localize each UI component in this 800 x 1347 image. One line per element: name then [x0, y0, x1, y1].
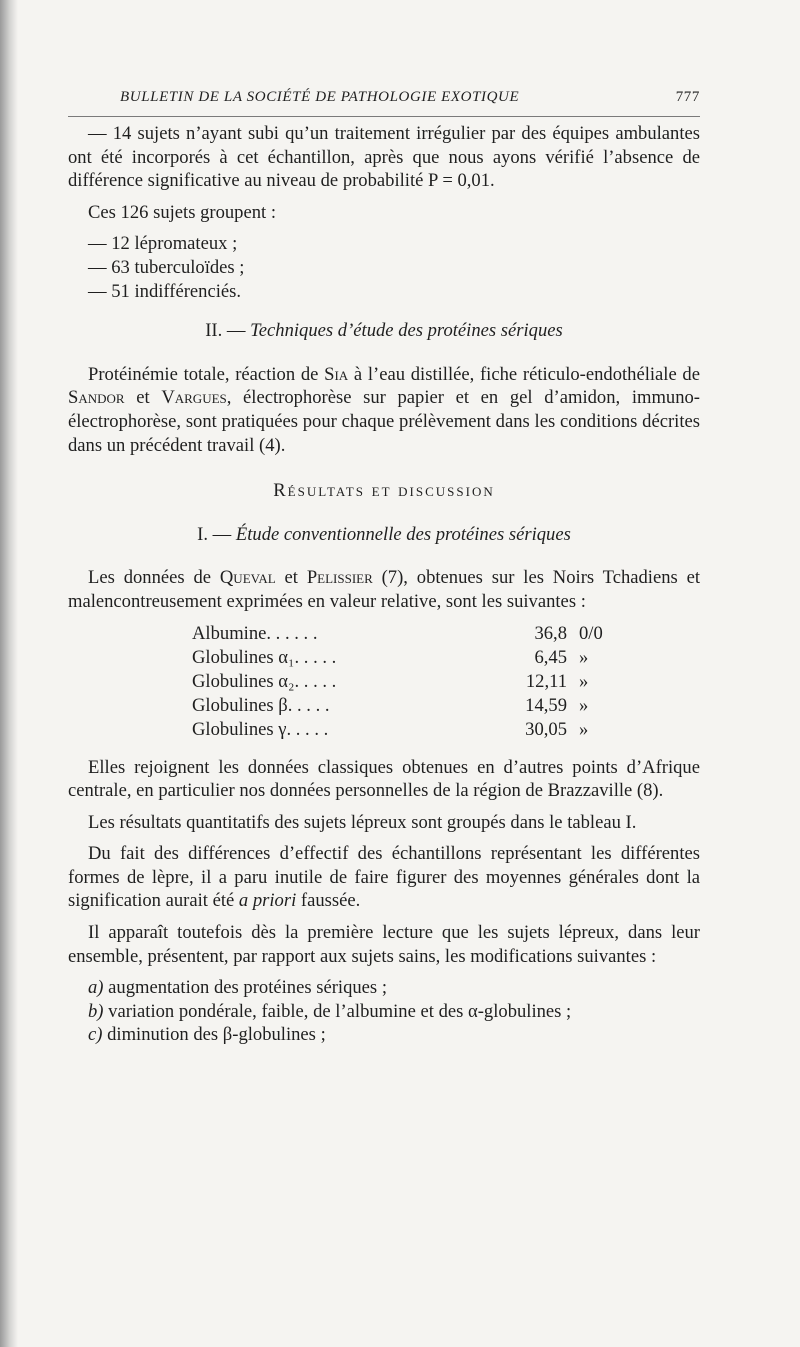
section-title: Étude conventionnelle des protéines sériques [235, 523, 571, 545]
paragraph-groups-intro: Ces 126 sujets groupent : [88, 201, 276, 223]
section-heading-conventional [68, 523, 700, 547]
row-label: Albumine. . . . . . [192, 622, 318, 644]
table-row [192, 646, 639, 670]
emphasis: a priori [238, 890, 297, 912]
paragraph-effectif [68, 842, 700, 913]
running-header [120, 85, 700, 111]
protein-values-table [192, 622, 639, 742]
row-unit: » [579, 718, 589, 740]
section-title: Techniques d’étude des protéines sériques [250, 320, 563, 342]
list-item [68, 1023, 700, 1047]
paragraph-modifications-intro: Il apparaît toutefois dès la première lecture que les sujets lépreux, dans leur ensemble, présentent, par rapport aux sujets sains, les modifications suivantes : [68, 922, 700, 967]
list-text: variation pondérale, faible, de l’albumine et des α-globulines ; [103, 1000, 572, 1022]
row-unit: » [579, 646, 589, 668]
table-row [192, 670, 639, 694]
group-list [68, 232, 700, 303]
text-run: à l’eau distillée, fiche réticulo-endothéliale de [348, 363, 700, 385]
text-run: faussée. [296, 890, 361, 912]
table-row [192, 718, 639, 742]
table-row [192, 694, 639, 718]
author-sandor: Sandor [68, 387, 125, 409]
paragraph-queval-data [68, 566, 700, 613]
paragraph-comparison: Elles rejoignent les données classiques obtenues en d’autres points d’Afrique centrale, en particulier nos données personnelles de la région de Brazzaville (8). [68, 756, 700, 802]
modifications-list [68, 976, 700, 1047]
text-run: Du fait des différences d’effectif des échantillons représentant les différentes formes de lèpre, il a paru inutile de faire figurer des moyennes générales dont la signification aurait été [68, 843, 700, 912]
row-unit: 0/0 [579, 622, 603, 644]
list-item: — 12 lépromateux ; [88, 233, 238, 255]
text-run: Les données de [88, 567, 220, 589]
text-run: (7), obtenues sur les Noirs Tchadiens et malencontreusement exprimées en valeur relative, sont les suivantes : [68, 567, 701, 612]
list-item [68, 976, 700, 1000]
row-label: Globulines α₁. . . . . [192, 646, 337, 668]
page-edge-shadow [0, 0, 18, 1347]
row-value: 6,45 [534, 646, 567, 668]
results-heading: Résultats et discussion [273, 480, 495, 502]
section-heading-techniques [68, 319, 700, 343]
paragraph-techniques [68, 363, 700, 457]
page-body [68, 122, 700, 1047]
section-number: I. — [197, 523, 236, 545]
text-run: et [124, 387, 162, 409]
page-number: 777 [675, 89, 700, 105]
section-number: II. — [205, 320, 251, 342]
text-run: Protéinémie totale, réaction de [88, 363, 325, 385]
row-label: Globulines γ. . . . . [192, 718, 329, 740]
list-item: — 63 tuberculoïdes ; [88, 256, 245, 278]
paragraph-sample-note: — 14 sujets n’ayant subi qu’un traitement irrégulier par des équipes ambulantes ont été incorporés à cet échantillon, après que nous ayons vérifié l’absence de différence significative au niveau de probabilité P = 0,01. [68, 123, 700, 192]
list-text: diminution des β-globulines ; [102, 1024, 326, 1046]
text-run: , électrophorèse sur papier et en gel d’amidon, immuno-électrophorèse, sont pratiquées pour chaque prélèvement dans les conditions décrites dans un précédent travail (4). [68, 387, 700, 456]
row-value: 36,8 [534, 622, 567, 644]
author-pelissier: Pelissier [306, 567, 373, 589]
row-value: 30,05 [525, 718, 567, 740]
row-label: Globulines α₂. . . . . [192, 670, 337, 692]
header-rule [68, 116, 700, 117]
row-value: 12,11 [525, 670, 567, 692]
list-marker: b) [88, 1000, 104, 1022]
paragraph-table-ref: Les résultats quantitatifs des sujets lépreux sont groupés dans le tableau I. [88, 811, 637, 833]
list-text: augmentation des protéines sériques ; [103, 977, 387, 999]
journal-title: BULLETIN DE LA SOCIÉTÉ DE PATHOLOGIE EXOTIQUE [120, 89, 520, 105]
row-unit: » [579, 670, 589, 692]
row-label: Globulines β. . . . . [192, 694, 330, 716]
author-queval: Queval [219, 567, 276, 589]
author-sia: Sia [324, 363, 349, 385]
text-run: et [275, 567, 307, 589]
row-unit: » [579, 694, 589, 716]
list-marker: a) [88, 977, 104, 999]
list-item: — 51 indifférenciés. [88, 280, 242, 302]
row-value: 14,59 [525, 694, 567, 716]
author-vargues: Vargues [161, 387, 227, 409]
list-marker: c) [88, 1024, 103, 1046]
table-row [192, 622, 639, 646]
list-item [68, 1000, 700, 1024]
